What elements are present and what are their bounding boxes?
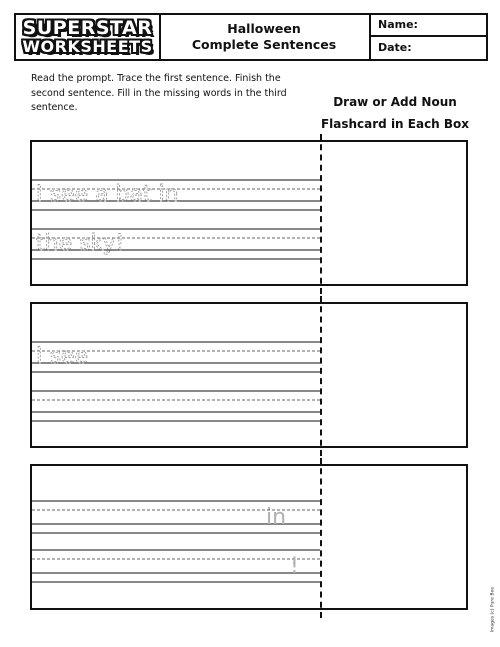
instructions-text: Read the prompt. Trace the first sentence. Finish the second sentence. Fill in the missing words in the third sentence. [31, 73, 287, 113]
hint-exclamation: ! [290, 554, 299, 579]
title-line-2: Complete Sentences [191, 37, 337, 52]
writing-lines-1 [32, 142, 322, 284]
flashcard-box-1[interactable] [322, 142, 466, 284]
worksheet-header [14, 13, 488, 61]
sentence-panel-1 [30, 140, 468, 286]
sentence-panel-3 [30, 464, 468, 610]
trace-sentence-line-1: I see a bat in [36, 182, 179, 207]
title-line-1: Halloween [227, 21, 301, 36]
trace-sentence-start: I see [36, 344, 89, 369]
name-field[interactable]: Name: [371, 15, 488, 37]
flashcard-box-3[interactable] [322, 466, 466, 608]
writing-lines-3 [32, 466, 322, 608]
logo-line-1: SUPERSTAR [22, 16, 153, 39]
flashcard-line-2: Flashcard in Each Box [320, 117, 470, 131]
sentence-panel-2 [30, 302, 468, 448]
flashcard-instruction [320, 91, 470, 135]
logo-line-2: WORKSHEETS [22, 36, 153, 56]
date-field[interactable]: Date: [378, 41, 412, 54]
image-credit: Images (c) Pure Bee [490, 587, 495, 633]
writing-lines-2 [32, 304, 322, 446]
hint-word: in [266, 505, 287, 530]
name-date-box [369, 15, 488, 59]
flashcard-box-2[interactable] [322, 304, 466, 446]
trace-sentence-line-2: the sky! [36, 231, 125, 256]
superstar-worksheets-logo [16, 15, 161, 59]
flashcard-line-1: Draw or Add Noun [333, 95, 457, 109]
worksheet-title [159, 15, 369, 59]
